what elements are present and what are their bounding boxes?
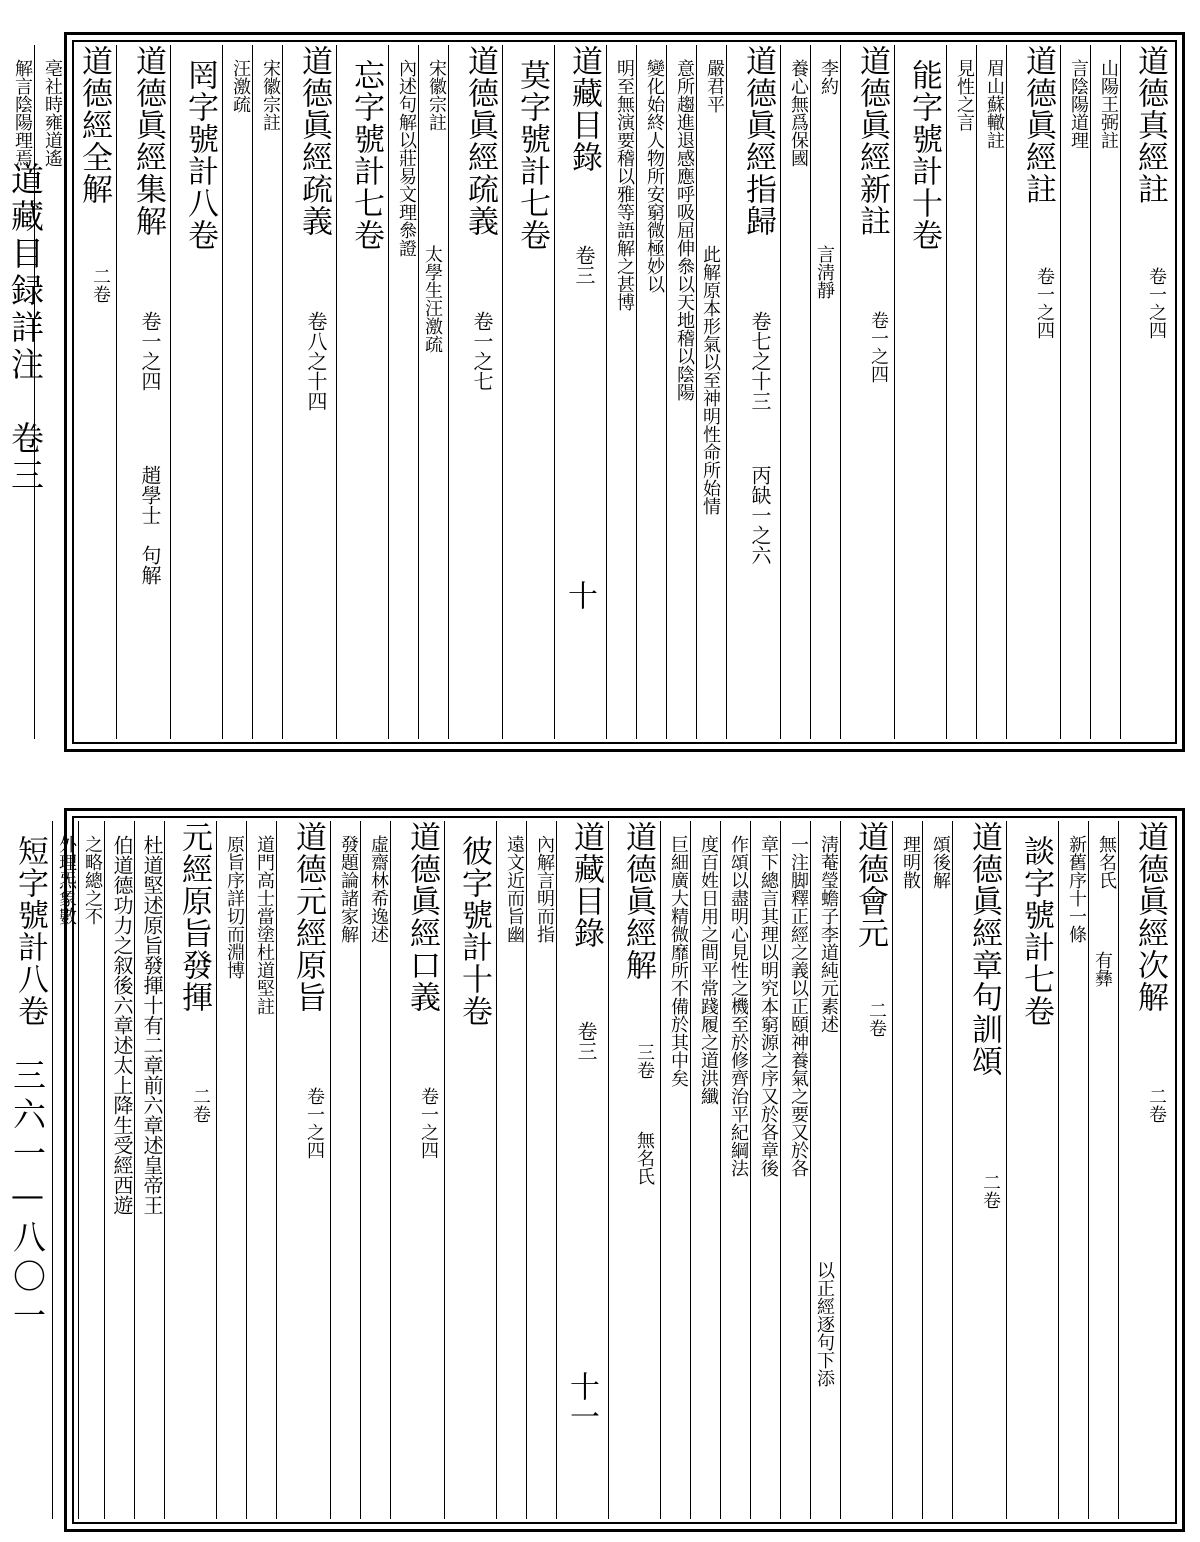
entry-column [1120, 45, 1172, 739]
section-heading: 短字號計八卷 [12, 835, 48, 1027]
entry-title: 道德眞經口義 [404, 821, 440, 1013]
note-column [720, 821, 750, 1519]
entry-column [1006, 45, 1060, 739]
section-heading: 莫字號計七卷 [514, 59, 550, 251]
note-text: 虛齋林希逸述 [368, 835, 389, 943]
volume-label: 卷一之七 [470, 311, 494, 391]
entry-title: 道德會元 [852, 821, 888, 949]
note-column [78, 821, 104, 1519]
entry-column [952, 821, 1006, 1519]
note-text: 內解言明而指 [534, 835, 555, 943]
entry-title: 元經原旨發揮 [176, 821, 212, 1013]
volume-label: 卷七之十三 [748, 311, 772, 411]
note-column [418, 45, 448, 739]
entry-column [390, 821, 444, 1519]
section-heading-column [502, 45, 554, 739]
note-column [216, 821, 246, 1519]
note-column [750, 821, 780, 1519]
volume-label: 三卷 [634, 1043, 655, 1079]
entry-column [608, 821, 660, 1519]
note-column [606, 45, 636, 739]
note-column [4, 45, 34, 739]
entry-title: 道德眞經新註 [854, 45, 890, 237]
note-text: 發題論諸家解 [338, 835, 359, 943]
volume-label: 二卷 [90, 267, 111, 303]
note-text: 有彝 [1092, 951, 1113, 987]
note-text: 道門高士當塗杜道堅註 [254, 835, 275, 1015]
entry-title: 道德眞經次解 [1132, 821, 1168, 1013]
entry-column [64, 45, 116, 739]
page-number: 三六一—八〇一 [8, 1058, 47, 1337]
note-column [252, 45, 282, 739]
margin-title: 道藏目録詳注 卷三 [6, 162, 45, 495]
note-text: 章下總言其理以明究本窮源之序又於各章後 [758, 835, 779, 1177]
note-column [330, 821, 360, 1519]
entry-title: 道德眞經註 [1020, 45, 1056, 205]
note-column [946, 45, 976, 739]
note-text: 內述句解以莊易文理叅證 [396, 59, 417, 257]
note-text: 伯道德功力之叙後六章述太上降生受經西遊 [110, 835, 134, 1215]
entry-title: 道德眞經疏義 [462, 45, 498, 237]
note-column [696, 45, 726, 739]
note-text: 明至無演要稽以雅等語解之甚博 [614, 59, 635, 311]
entry-column [1118, 821, 1172, 1519]
section-heading-column [336, 45, 388, 739]
note-text: 宋徽宗註 [426, 59, 447, 131]
entry-column [840, 45, 894, 739]
note-text: 眉山蘇轍註 [984, 59, 1005, 149]
section-heading-column [170, 45, 222, 739]
volume-label: 二卷 [190, 1087, 211, 1123]
entry-title: 道德元經原旨 [290, 821, 326, 1013]
entry-column [164, 821, 216, 1519]
note-column [922, 821, 952, 1519]
fold-column [554, 45, 606, 739]
note-text: 淸菴瑩蟾子李道純元素述 [818, 835, 839, 1033]
note-column [892, 821, 922, 1519]
note-text: 嚴君平 [704, 59, 725, 113]
note-text: 原旨序詳切而淵博 [224, 835, 245, 979]
note-text: 無名氏 [1096, 835, 1117, 889]
note-text: 解言陰陽理焉 [12, 59, 33, 167]
section-heading: 能字號計十卷 [906, 59, 942, 251]
volume-note: 丙缺一之六 [748, 465, 772, 565]
section-heading-column [444, 821, 496, 1519]
note-column [496, 821, 526, 1519]
note-column [690, 821, 720, 1519]
note-text: 外理炁象數 [56, 835, 77, 925]
entry-column [726, 45, 780, 739]
note-column [34, 45, 64, 739]
note-text: 變化始終人物所安窮微極妙以 [644, 59, 665, 293]
entry-title: 道德眞經集解 [130, 45, 166, 237]
note-text: 太學生汪激疏 [422, 245, 443, 353]
note-text: 見性之言 [954, 59, 975, 131]
note-column [1090, 45, 1120, 739]
note-text: 作頌以盡明心見性之機至於修齊治平紀綱法 [728, 835, 749, 1177]
note-text: 亳社時雍道遙 [42, 59, 63, 167]
note-text: 一注脚釋正經之義以正頤神養氣之要又於各 [788, 835, 809, 1177]
section-heading-column [1006, 821, 1058, 1519]
note-column [976, 45, 1006, 739]
section-heading: 談字號計七卷 [1018, 835, 1054, 1027]
section-heading-column [0, 821, 52, 1519]
note-column [104, 821, 134, 1519]
volume-label: 二卷 [866, 1001, 887, 1037]
entry-title: 道德眞經指歸 [740, 45, 776, 237]
section-heading: 彼字號計十卷 [456, 835, 492, 1027]
entry-column [448, 45, 502, 739]
volume-note: 趙學士 句解 [138, 465, 162, 585]
note-column [222, 45, 252, 739]
note-column [810, 45, 840, 739]
fold-title: 道藏目錄 [568, 821, 604, 949]
note-text: 度百姓日用之間平常踐履之道洪纖 [698, 835, 719, 1105]
volume-label: 卷一之四 [1146, 267, 1167, 339]
volume-label: 二卷 [1146, 1087, 1167, 1123]
entry-column [282, 45, 336, 739]
note-column [134, 821, 164, 1519]
note-column [388, 45, 418, 739]
note-text: 之略總之不 [82, 835, 103, 925]
note-column [1088, 821, 1118, 1519]
note-text: 杜道堅述原旨發揮十有二章前六章述皇帝王 [140, 835, 164, 1215]
note-column [360, 821, 390, 1519]
volume-label: 卷一之四 [138, 311, 162, 391]
note-text: 山陽王弼註 [1098, 59, 1119, 149]
note-column [780, 45, 810, 739]
entry-column [840, 821, 892, 1519]
fold-volume: 卷三 [574, 1021, 598, 1061]
note-text: 言陰陽道理 [1068, 59, 1089, 149]
note-column [52, 821, 78, 1519]
note-column [810, 821, 840, 1519]
note-text: 頌後解 [930, 835, 951, 889]
note-text: 李約 [818, 59, 839, 95]
note-text: 意所趨進退感應呼吸屈伸叅以天地稽以陰陽 [674, 59, 695, 401]
note-text: 無名氏 [634, 1131, 655, 1185]
note-text: 言淸靜 [814, 245, 835, 299]
volume-label: 卷一之四 [304, 1087, 325, 1159]
note-column [246, 821, 276, 1519]
note-text: 宋徽宗註 [260, 59, 281, 131]
volume-label: 二卷 [980, 1173, 1001, 1209]
entry-title: 道德經全解 [76, 45, 112, 205]
fold-title: 道藏目錄 [566, 45, 602, 173]
volume-label: 卷一之四 [1034, 267, 1055, 339]
section-heading: 罔字號計八卷 [182, 59, 218, 251]
fold-column [556, 821, 608, 1519]
fold-volume: 卷三 [572, 245, 596, 285]
note-text: 遠文近而旨幽 [504, 835, 525, 943]
entry-column [116, 45, 170, 739]
entry-title: 道德眞經疏義 [296, 45, 332, 237]
section-heading-column [894, 45, 946, 739]
note-column [1058, 821, 1088, 1519]
leaf-number: 十一 [564, 1371, 599, 1431]
note-column [526, 821, 556, 1519]
entry-title: 道德眞經章句訓頌 [966, 821, 1002, 1077]
note-column [636, 45, 666, 739]
note-text: 養心無爲保國 [788, 59, 809, 167]
note-column [1060, 45, 1090, 739]
note-text: 巨細廣大精微靡所不備於其中矣 [668, 835, 689, 1087]
note-text: 此解原本形氣以至神明性命所始情 [700, 245, 721, 515]
section-heading: 忘字號計七卷 [348, 59, 384, 251]
entry-title: 道德眞經解 [620, 821, 656, 981]
note-column [666, 45, 696, 739]
leaf-number: 十 [562, 580, 597, 610]
note-column [660, 821, 690, 1519]
entry-column [276, 821, 330, 1519]
note-text: 理明散 [900, 835, 921, 889]
volume-label: 卷八之十四 [304, 311, 328, 411]
note-text: 新舊序十一條 [1066, 835, 1087, 943]
volume-label: 卷一之四 [868, 311, 889, 383]
note-text: 汪激疏 [230, 59, 251, 113]
note-column [780, 821, 810, 1519]
entry-title: 道德真經註 [1132, 45, 1168, 205]
note-text: 以正經逐句下添 [814, 1261, 835, 1387]
volume-label: 卷一之四 [418, 1087, 439, 1159]
